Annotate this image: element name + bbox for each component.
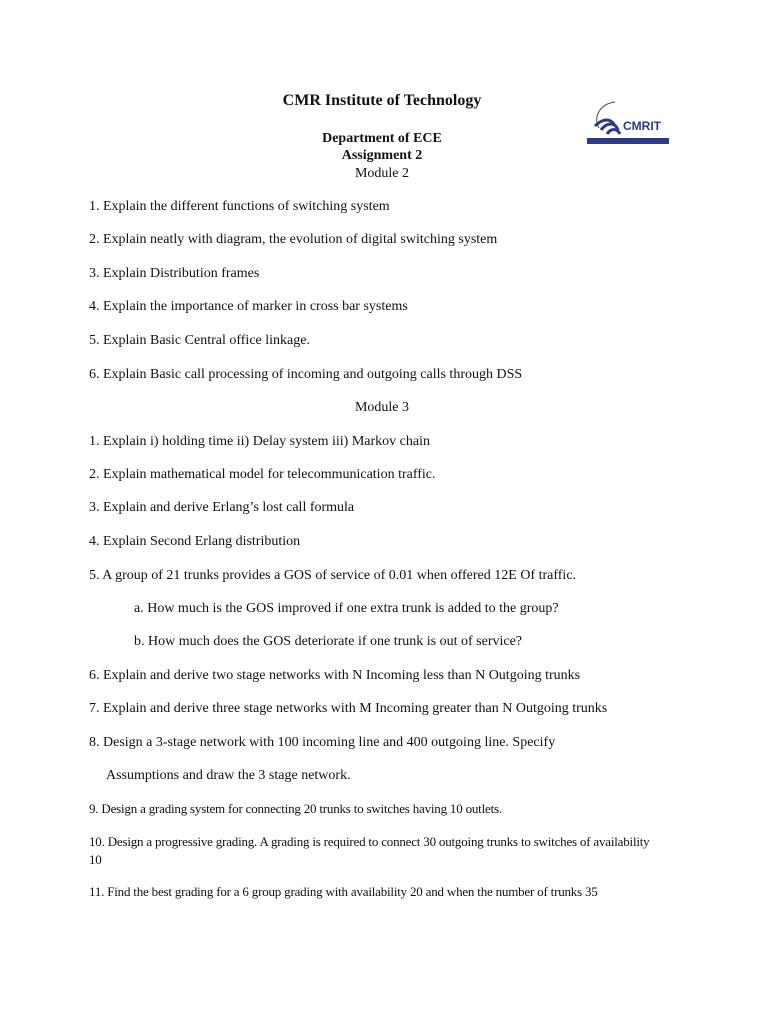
department-heading: Department of ECE <box>322 131 442 146</box>
module3-question-2: 2. Explain mathematical model for telecommunication traffic. <box>89 467 436 482</box>
module2-question-4: 4. Explain the importance of marker in cross bar systems <box>89 299 408 314</box>
module-3-heading: Module 3 <box>354 400 410 415</box>
module3-question-9: 9. Design a grading system for connecting 20 trunks to switches having 10 outlets. <box>89 801 502 816</box>
module3-question-7: 7. Explain and derive three stage networks with M Incoming greater than N Outgoing trunks <box>89 701 608 716</box>
module3-question-8-continued: Assumptions and draw the 3 stage network. <box>106 768 351 783</box>
module2-question-3: 3. Explain Distribution frames <box>89 266 260 281</box>
module3-question-1: 1. Explain i) holding time ii) Delay system iii) Markov chain <box>89 434 430 449</box>
module2-question-5: 5. Explain Basic Central office linkage. <box>89 333 310 348</box>
module-2-heading: Module 2 <box>354 166 410 181</box>
module3-question-5: 5. A group of 21 trunks provides a GOS of service of 0.01 when offered 12E Of traffic. <box>89 568 577 583</box>
module3-question-10: 10. Design a progressive grading. A grading is required to connect 30 outgoing trunks to switches of availability 10 <box>89 834 650 867</box>
module2-question-6: 6. Explain Basic call processing of incoming and outgoing calls through DSS <box>89 367 523 382</box>
logo-text: CMRIT <box>623 119 661 133</box>
module3-question-4: 4. Explain Second Erlang distribution <box>89 534 301 549</box>
module2-question-2: 2. Explain neatly with diagram, the evolution of digital switching system <box>89 232 498 247</box>
module3-question-3: 3. Explain and derive Erlang’s lost call formula <box>89 500 355 515</box>
module3-question-6: 6. Explain and derive two stage networks with N Incoming less than N Outgoing trunks <box>89 668 581 683</box>
module3-question-11: 11. Find the best grading for a 6 group grading with availability 20 and when the number of trunks 35 <box>89 884 598 899</box>
assignment-heading: Assignment 2 <box>341 148 423 163</box>
module3-question-5a: a. How much is the GOS improved if one extra trunk is added to the group? <box>134 601 559 616</box>
module2-question-1: 1. Explain the different functions of switching system <box>89 199 390 214</box>
module3-question-8: 8. Design a 3-stage network with 100 incoming line and 400 outgoing line. Specify <box>89 735 556 750</box>
module3-question-5b: b. How much does the GOS deteriorate if one trunk is out of service? <box>134 634 523 649</box>
institute-title: CMR Institute of Technology <box>282 92 482 109</box>
